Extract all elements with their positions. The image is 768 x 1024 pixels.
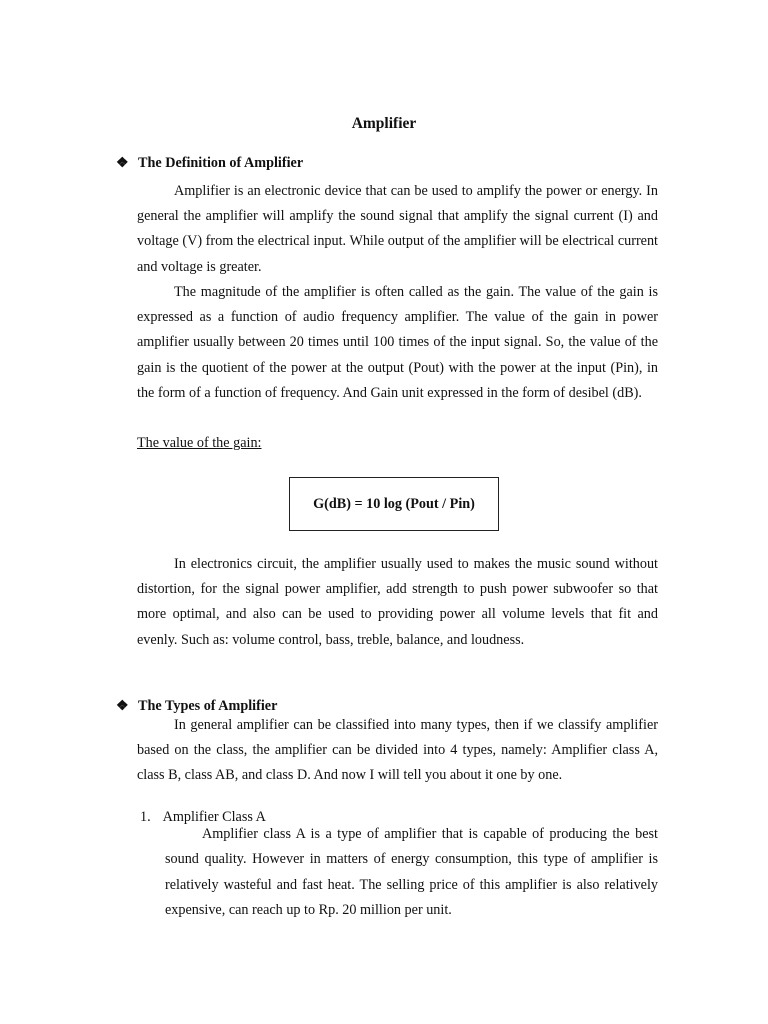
list-label: Amplifier Class A [162, 809, 266, 825]
gain-formula: G(dB) = 10 log (Pout / Pin) [313, 495, 475, 512]
diamond-bullet-icon: ❖ [116, 699, 129, 714]
gain-label: The value of the gain: [137, 435, 262, 451]
paragraph-definition-3: In electronics circuit, the amplifier usually used to makes the music sound without distortion, for the signal power amplifier, add strength to push power subwoofer so that more optimal, and also can be used to providing power all volume levels that fit and evenly. Such as: volume control, bass, treble, balance, and loudness. [137, 556, 658, 648]
list-number: 1. [140, 809, 151, 825]
diamond-bullet-icon: ❖ [116, 156, 129, 171]
paragraph-types-1: In general amplifier can be classified into many types, then if we classify amplifier based on the class, the amplifier can be divided into 4 types, namely: Amplifier class A, class B, class AB, and class D. And now I will tell you about it one by one. [137, 717, 658, 784]
paragraph-definition-1: Amplifier is an electronic device that can be used to amplify the power or energy. In general the amplifier will amplify the sound signal that amplify the signal current (I) and voltage (V) from the electrical input. While output of the amplifier will be electrical current and voltage is greater. [137, 183, 658, 275]
paragraph-class-a: Amplifier class A is a type of amplifier that is capable of producing the best sound quality. However in matters of energy consumption, this type of amplifier is relatively wasteful and fast heat. The selling price of this amplifier is also relatively expensive, can reach up to Rp. 20 million per unit. [165, 826, 658, 919]
section-heading-label: The Types of Amplifier [138, 698, 278, 714]
gain-formula-box [289, 477, 499, 531]
section-heading-definition [116, 155, 303, 172]
section-heading-label: The Definition of Amplifier [138, 155, 304, 171]
page-title: Amplifier [351, 115, 417, 132]
paragraph-definition-2: The magnitude of the amplifier is often called as the gain. The value of the gain is expressed as a function of audio frequency amplifier. The value of the gain in power amplifier usually between 20 times until 100 times of the input signal. So, the value of the gain is the quotient of the power at the output (Pout) with the power at the input (Pin), in the form of a function of frequency. And Gain unit expressed in the form of desibel (dB). [137, 284, 658, 401]
